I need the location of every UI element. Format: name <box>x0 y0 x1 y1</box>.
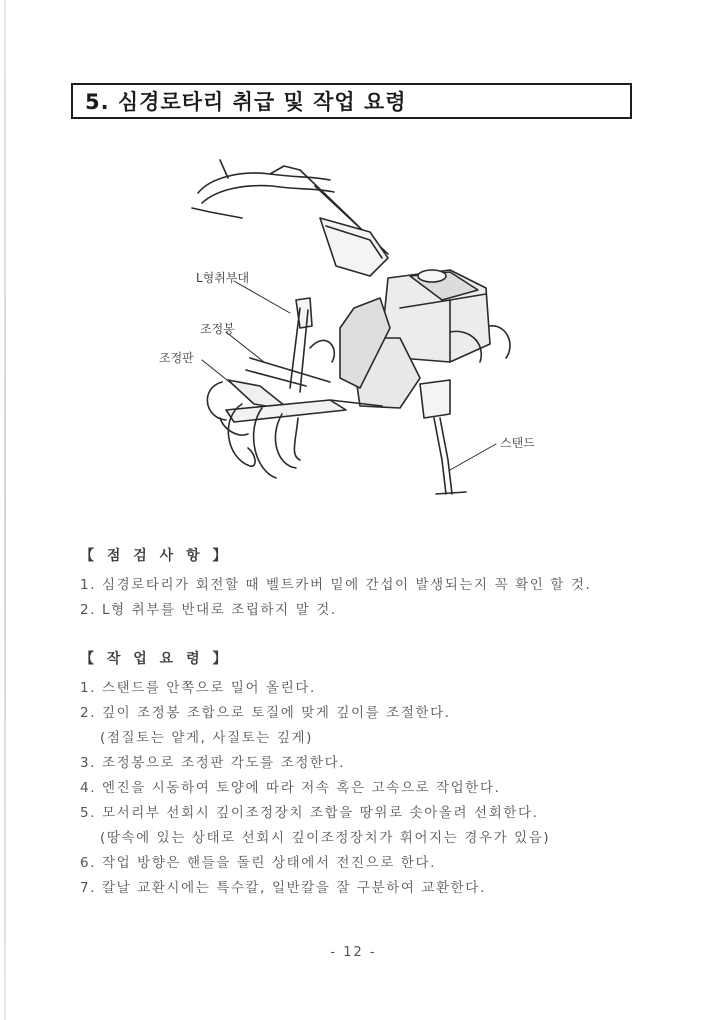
work-item-1: 1. 스탠드를 안쪽으로 밀어 올린다. <box>80 680 316 696</box>
work-item-2-note: (점질토는 얕게, 사질토는 깊게) <box>100 730 313 746</box>
page-number: - 12 - <box>330 945 377 960</box>
inspection-item-2: 2. L형 취부를 반대로 조립하지 말 것. <box>80 602 337 618</box>
section-title-box <box>71 83 632 119</box>
work-item-3: 3. 조정봉으로 조정판 각도를 조정한다. <box>80 755 346 771</box>
work-item-7: 7. 칼날 교환시에는 특수칼, 일반칼을 잘 구분하여 교환한다. <box>80 880 486 896</box>
callout-adjust-rod: 조정봉 <box>200 322 235 336</box>
inspection-item-1: 1. 심경로타리가 회전할 때 벨트카버 밑에 간섭이 발생되는지 꼭 확인 할 것. <box>80 577 592 593</box>
page-title: 5. 심경로타리 취급 및 작업 요령 <box>85 90 407 114</box>
work-item-5: 5. 모서리부 선회시 깊이조정장치 조합을 땅위로 솟아올려 선회한다. <box>80 805 539 821</box>
work-item-4: 4. 엔진을 시동하여 토양에 따라 저속 혹은 고속으로 작업한다. <box>80 780 501 796</box>
work-item-6: 6. 작업 방향은 핸들을 돌린 상태에서 전진으로 한다. <box>80 855 437 871</box>
work-heading: 【 작 업 요 령 】 <box>80 651 231 667</box>
scan-edge <box>4 0 6 1020</box>
callout-stand: 스탠드 <box>500 436 535 450</box>
work-item-5-note: (땅속에 있는 상태로 선회시 깊이조정장치가 휘어지는 경우가 있음) <box>100 830 551 846</box>
callout-adjust-plate: 조정판 <box>159 351 194 365</box>
inspection-heading: 【 점 검 사 항 】 <box>80 548 231 564</box>
callout-l-mount: L형취부대 <box>196 271 250 285</box>
work-item-2: 2. 깊이 조정봉 조합으로 토질에 맞게 깊이를 조절한다. <box>80 705 451 721</box>
